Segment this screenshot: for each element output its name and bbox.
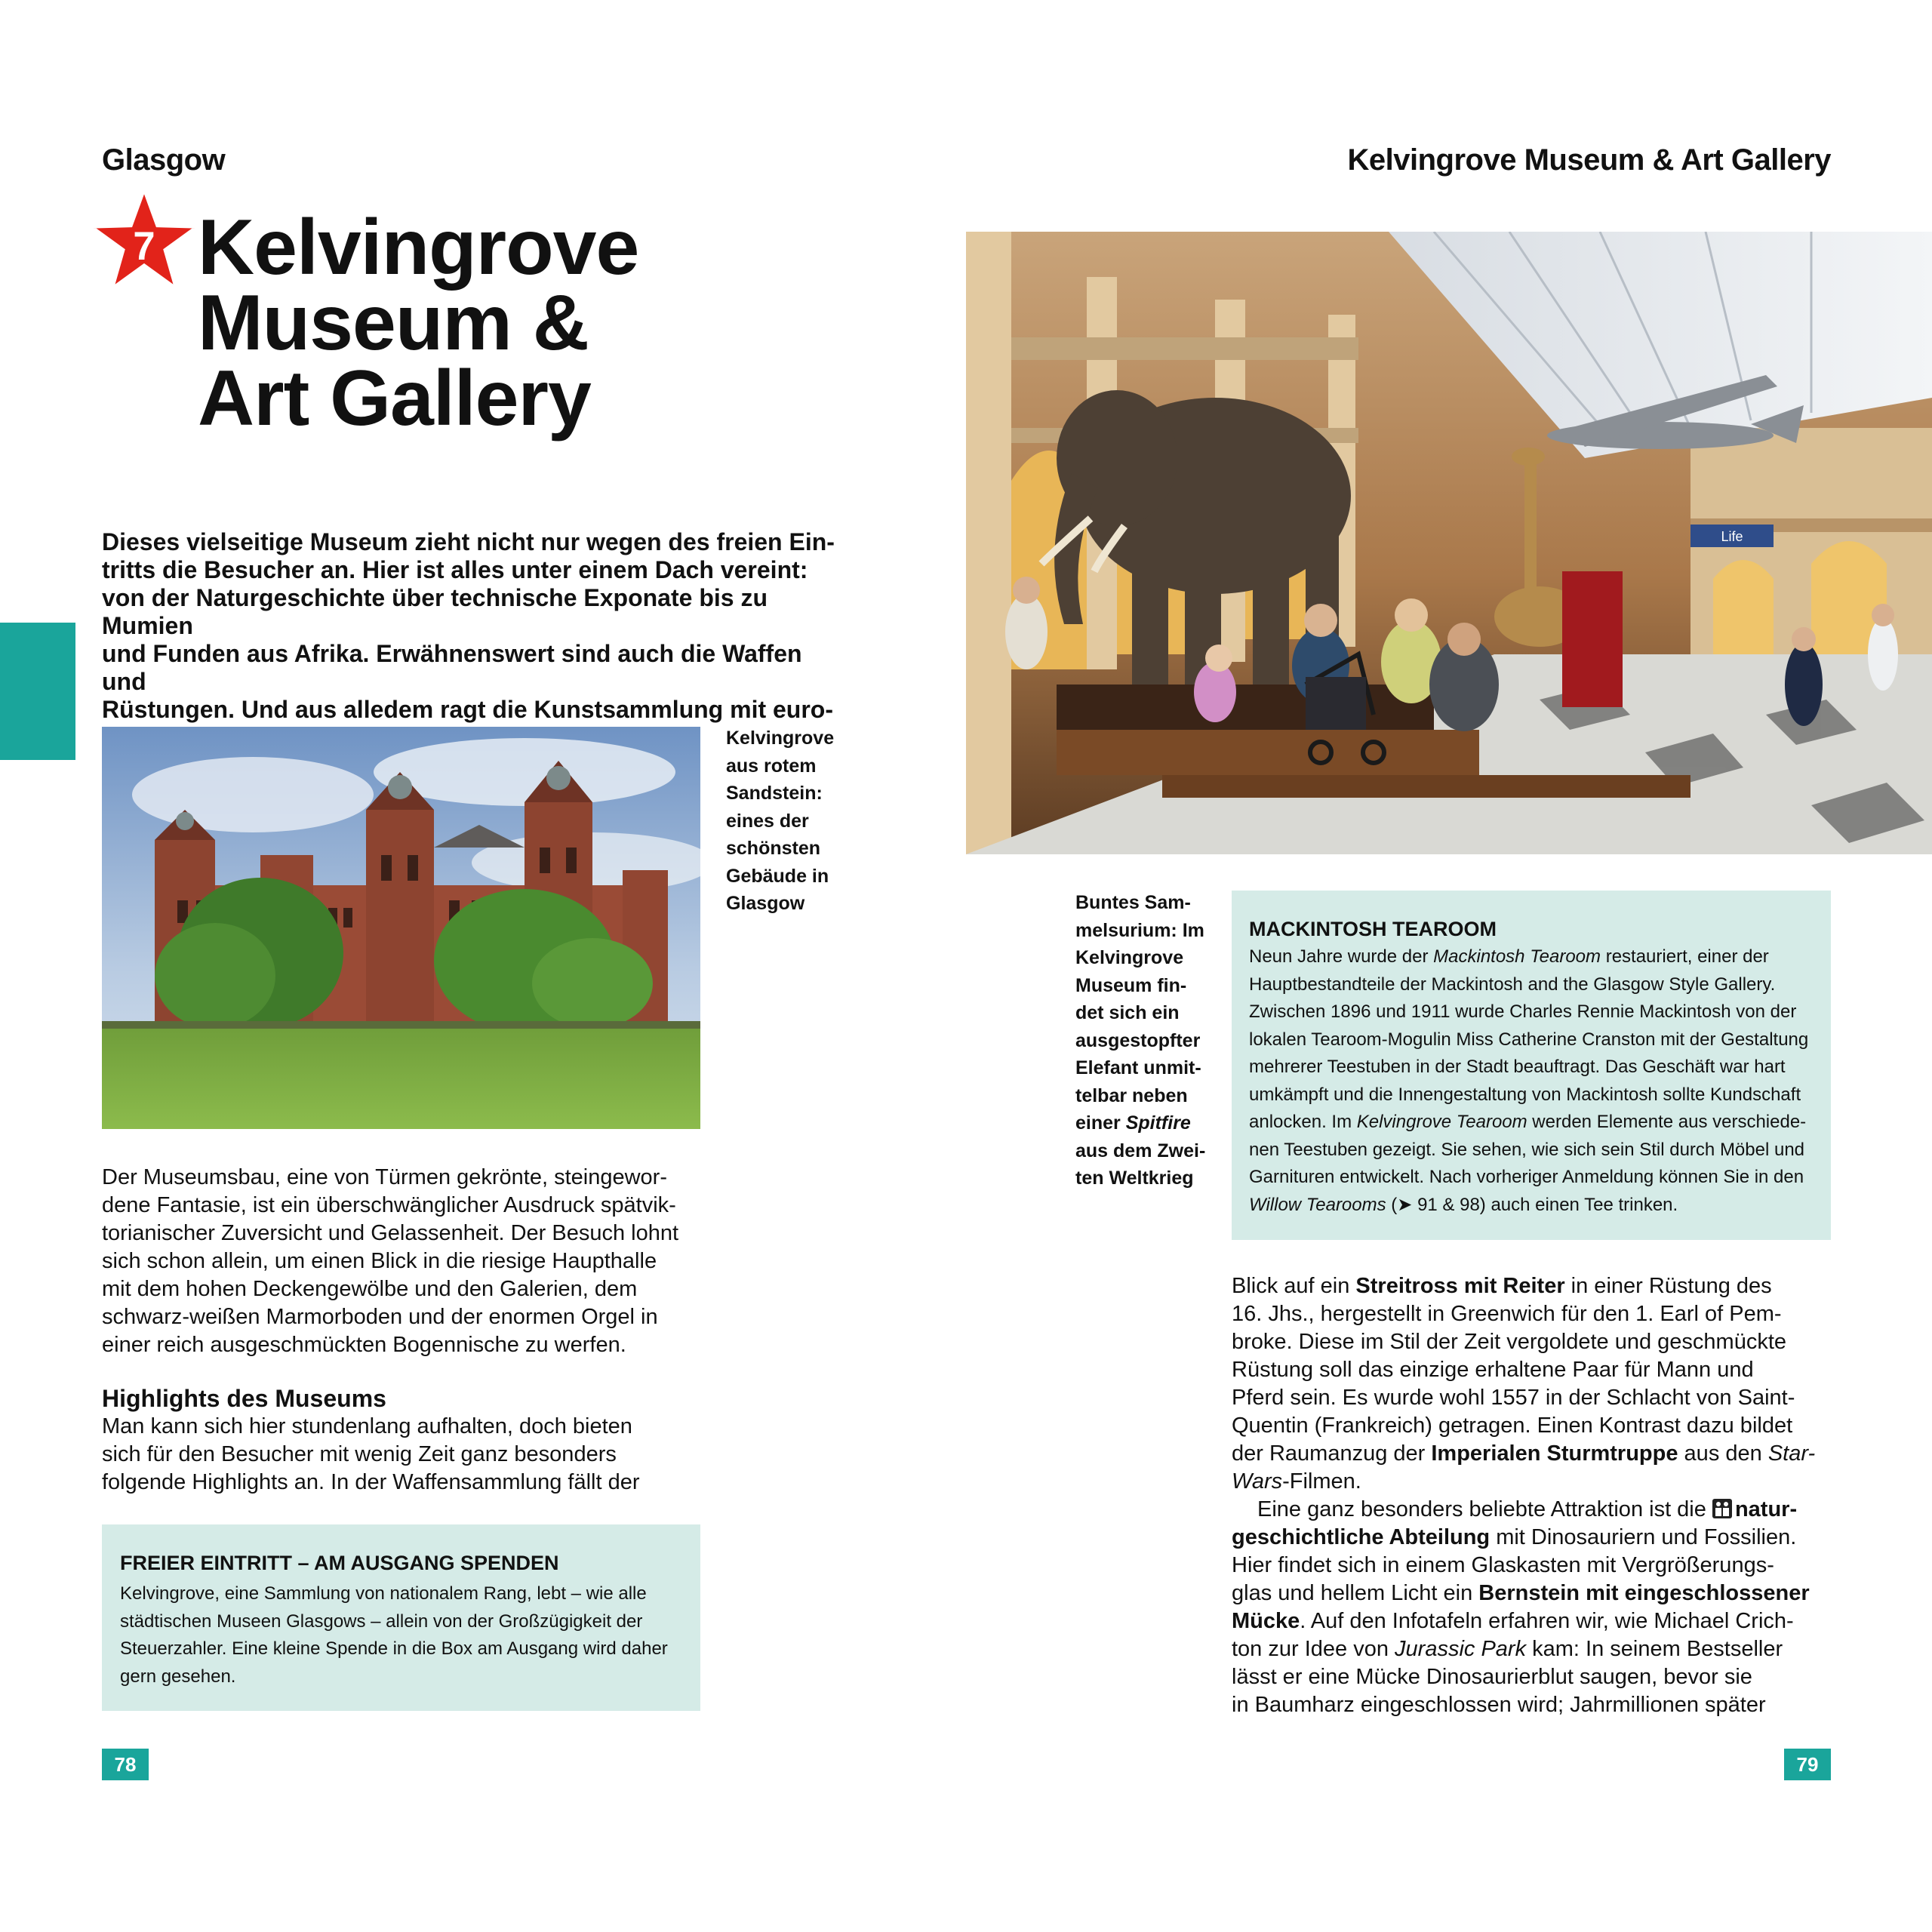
photo-caption-building: Kelvingrove aus rotem Sandstein: eines der schönsten Gebäude in Glasgow <box>726 728 835 914</box>
info-box-mackintosh-tearoom <box>1232 891 1831 1240</box>
info-box-title: FREIER EINTRITT – AM AUSGANG SPENDEN <box>120 1552 559 1574</box>
badge-number: 7 <box>133 224 155 269</box>
page-number-left: 78 <box>102 1749 149 1780</box>
title-line: Kelvingrove <box>198 204 639 291</box>
info-box-body: Neun Jahre wurde der Mackintosh Tearoom restauriert, einer der Hauptbestandteile der Mackintosh and the Glasgow Style Gallery. Zwischen 1896 und 1911 wurde Charles Rennie Mackintosh von der lokalen Tearoom-Mogulin Miss Catherine Cranston mit der Gestaltung mehrerer Teestuben in der Stadt beauftragt. Das Geschäft war hart umkämpft und die Innengestaltung von Mackintosh sollte Kundschaft anlocken. Im Kelvingrove Tearoom werden Elemente aus verschiede- nen Teestuben gezeigt. Sie sehen, wie sich sein Stil durch Möbel und Garnituren entwickelt. Nach vorheriger Anmeldung können Sie in den Willow Tearooms (➤ 91 & 98) auch einen Tee trinken. <box>1249 946 1809 1215</box>
family-icon <box>1712 1499 1732 1518</box>
section-heading: Highlights des Museums <box>102 1385 386 1412</box>
lead-paragraph: Dieses vielseitige Museum zieht nicht nur wegen des freien Ein- tritts die Besucher an. Hier ist alles unter einem Dach vereint: von der Naturgeschichte über technische Exponate bis zu Mumien und Funden aus Afrika. Erwähnenswert sind auch die Waffen und Rüstungen. Und aus alledem ragt die Kunstsammlung mit euro- <box>102 528 835 723</box>
running-header-right: Kelvingrove Museum & Art Gallery <box>1347 143 1831 177</box>
page-number-right: 79 <box>1784 1749 1831 1780</box>
info-box-free-entry <box>102 1524 700 1711</box>
body-text: Man kann sich hier stundenlang aufhalten, doch bieten sich für den Besucher mit wenig Zeit ganz besonders folgende Highlights an. In der Waffensammlung fällt der <box>102 1414 640 1494</box>
chapter-tab <box>0 623 75 760</box>
hall-sign-text: Life <box>1721 529 1743 544</box>
photo-museum-hall-elephant <box>966 232 1932 854</box>
photo-caption-hall: Buntes Sam- melsurium: Im Kelvingrove Museum fin- det sich ein ausgestopfter Elefant unmit- telbar neben einer Spitfire aus dem Zwei- ten Weltkrieg <box>1075 892 1206 1189</box>
photo-kelvingrove-building <box>102 727 700 1129</box>
star-badge-icon <box>89 187 199 293</box>
info-box-title: MACKINTOSH TEAROOM <box>1249 918 1497 940</box>
body-text-right: Blick auf ein Streitross mit Reiter in einer Rüstung des 16. Jhs., hergestellt in Greenwich für den 1. Earl of Pem- broke. Diese im Stil der Zeit vergoldete und geschmückte Rüstung soll das einzige erhaltene Paar für Mann und Pferd sein. Es wurde wohl 1557 in der Schlacht von Saint- Quentin (Frankreich) getragen. Einen Kontrast dazu bildet der Raumanzug der Imperialen Sturmtruppe aus den Star- Wars-Filmen. Eine ganz besonders beliebte Attraktion ist die natur- geschichtliche Abteilung mit Dinosauriern und Fossilien. Hier findet sich in einem Glaskasten mit Vergrößerungs- glas und hellem Licht ein Bernstein mit eingeschlossener Mücke. Auf den Infotafeln erfahren wir, wie Michael Crich- ton zur Idee von Jurassic Park kam: In seinem Bestseller lässt er eine Mücke Dinosaurierblut saugen, bevor sie in Baumharz eingeschlossen wird; Jahrmillionen später <box>1232 1274 1816 1717</box>
info-box-body: Kelvingrove, eine Sammlung von nationalem Rang, lebt – wie alle städtischen Museen Glasgows – allein von der Großzügigkeit der Steuerzahler. Eine kleine Spende in die Box am Ausgang wird daher gern gesehen. <box>120 1583 668 1687</box>
title-line: Art Gallery <box>198 355 591 442</box>
body-text: Der Museumsbau, eine von Türmen gekrönte, steingewor- dene Fantasie, ist ein überschwänglicher Ausdruck spätvik- torianischer Zuversicht und Gelassenheit. Der Besuch lohnt sich schon allein, um einen Blick in die riesige Haupthalle mit dem hohen Deckengewölbe und den Galerien, dem schwarz-weißen Marmorboden und der enormen Orgel in einer reich ausgeschmückten Bogennische zu werfen. <box>102 1165 679 1357</box>
title-line: Museum & <box>198 279 589 367</box>
running-header-left: Glasgow <box>102 143 226 177</box>
page-title <box>198 204 639 442</box>
